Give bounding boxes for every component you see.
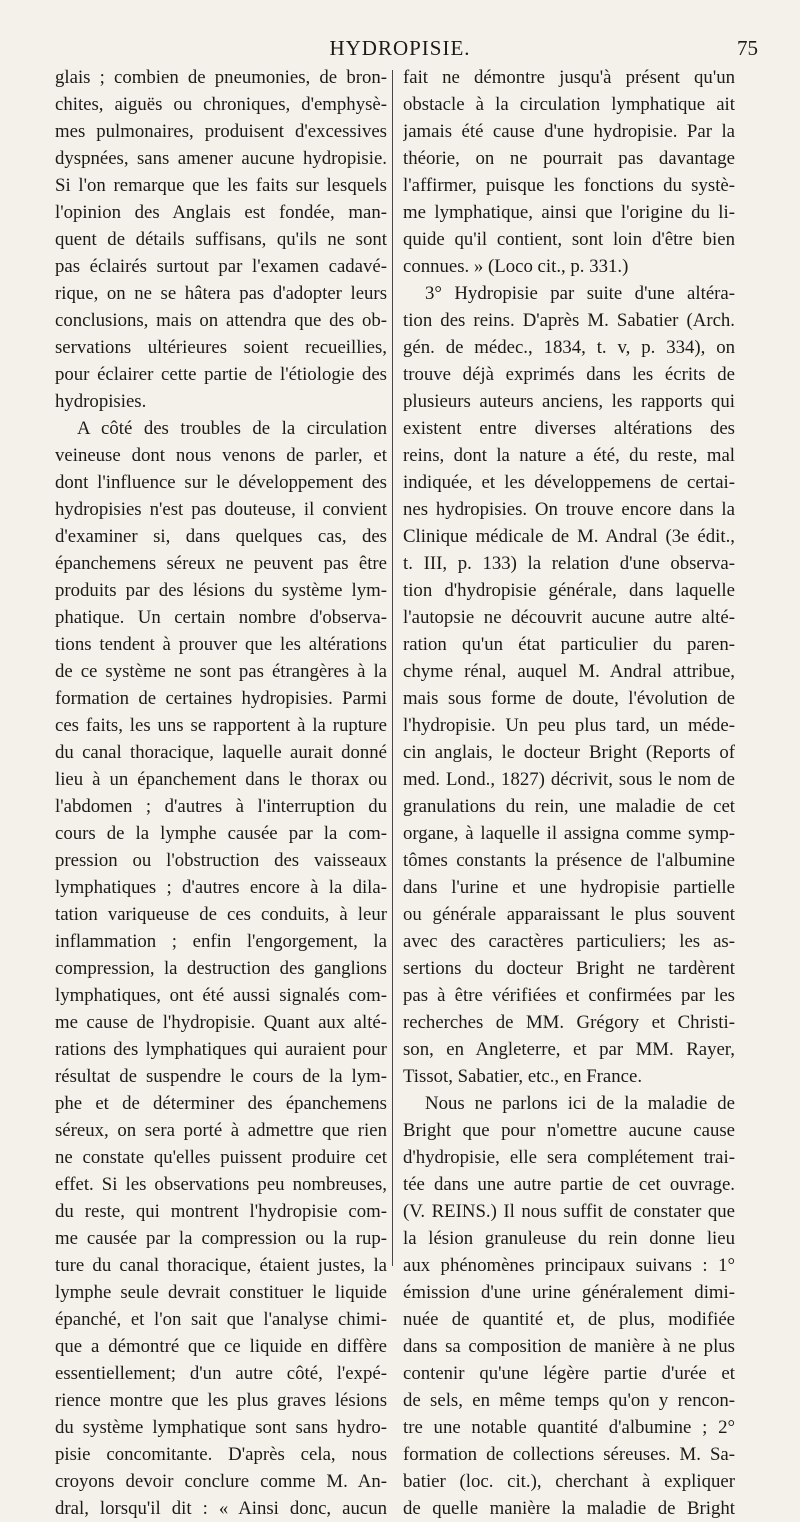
- text-line: avec des caractères particuliers; les as-: [403, 931, 735, 952]
- text-line: med. Lond., 1827) décrivit, sous le nom de: [403, 769, 735, 790]
- text-line: mais sous forme de doute, l'évolution de: [403, 688, 735, 709]
- text-line: d'hydropisie, elle sera complétement trai-: [403, 1147, 735, 1168]
- text-line: que a démontré que ce liquide en diffère: [55, 1336, 387, 1357]
- text-line: tion d'hydropisie générale, dans laquelle: [403, 580, 735, 601]
- text-line: essentiellement; d'un autre côté, l'expé-: [55, 1363, 387, 1384]
- text-line: ne constate qu'elles puissent produire cet: [55, 1147, 387, 1168]
- text-line: me cause de l'hydropisie. Quant aux alté-: [55, 1012, 387, 1033]
- text-line: dont l'influence sur le développement des: [55, 472, 387, 493]
- text-line: (V. REINS.) Il nous suffit de constater que: [403, 1201, 735, 1222]
- text-line: de ce système ne sont pas étrangères à la: [55, 661, 387, 682]
- text-line: fait ne démontre jusqu'à présent qu'un: [403, 67, 735, 88]
- text-line: l'opinion des Anglais est fondée, man-: [55, 202, 387, 223]
- text-line: l'abdomen ; d'autres à l'interruption du: [55, 796, 387, 817]
- text-line: chyme rénal, auquel M. Andral attribue,: [403, 661, 735, 682]
- text-line: existent entre diverses altérations des: [403, 418, 735, 439]
- text-line: pas éclairés surtout par l'examen cadavé-: [55, 256, 387, 277]
- text-line: conclusions, mais on attendra que des ob-: [55, 310, 387, 331]
- text-line: épanchemens séreux ne peuvent pas être: [55, 553, 387, 574]
- text-line: reins, dont la nature a été, du reste, mal: [403, 445, 735, 466]
- text-line: cours de la lymphe causée par la com-: [55, 823, 387, 844]
- text-line: plusieurs auteurs anciens, les rapports qui: [403, 391, 735, 412]
- text-line: d'examiner si, dans quelques cas, des: [55, 526, 387, 547]
- text-line: formation de collections séreuses. M. Sa-: [403, 1444, 735, 1465]
- text-line: lymphatiques, ont été aussi signalés com-: [55, 985, 387, 1006]
- text-line: pas à être vérifiées et confirmées par les: [403, 985, 735, 1006]
- text-line: phatique. Un certain nombre d'observa-: [55, 607, 387, 628]
- text-line: Bright que pour n'omettre aucune cause: [403, 1120, 735, 1141]
- text-line: lieu à un épanchement dans le thorax ou: [55, 769, 387, 790]
- text-line: Clinique médicale de M. Andral (3e édit.,: [403, 526, 735, 547]
- text-line: jamais été cause d'une hydropisie. Par la: [403, 121, 735, 142]
- text-line: tions tendent à prouver que les altérations: [55, 634, 387, 655]
- text-line: la lésion granuleuse du rein donne lieu: [403, 1228, 735, 1249]
- text-line: ture du canal thoracique, étaient justes, la: [55, 1255, 387, 1276]
- text-line: phe et de déterminer des épanchemens: [55, 1093, 387, 1114]
- text-line: formation de certaines hydropisies. Parmi: [55, 688, 387, 709]
- text-line: pour éclairer cette partie de l'étiologie des: [55, 364, 387, 385]
- text-line: hydropisies n'est pas douteuse, il convient: [55, 499, 387, 520]
- text-line: nes hydropisies. On trouve encore dans la: [403, 499, 735, 520]
- text-line: me lymphatique, ainsi que l'origine du li-: [403, 202, 735, 223]
- text-line: sertions du docteur Bright ne tardèrent: [403, 958, 735, 979]
- page-number: 75: [737, 36, 758, 60]
- text-line: séreux, on sera porté à admettre que rien: [55, 1120, 387, 1141]
- text-line: gén. de médec., 1834, t. v, p. 334), on: [403, 337, 735, 358]
- text-line: compression, la destruction des ganglions: [55, 958, 387, 979]
- text-line: dral, lorsqu'il dit : « Ainsi donc, aucun: [55, 1498, 387, 1519]
- text-line: hydropisies.: [55, 391, 147, 412]
- text-line: dyspnées, sans amener aucune hydropisie.: [55, 148, 387, 169]
- running-title: HYDROPISIE.: [329, 36, 471, 60]
- text-line: l'hydropisie. Un peu plus tard, un méde-: [403, 715, 735, 736]
- text-line: ration qu'un état particulier du paren-: [403, 634, 735, 655]
- text-line: lymphatiques ; d'autres encore à la dila-: [55, 877, 387, 898]
- text-line: résultat de suspendre le cours de la lym-: [55, 1066, 387, 1087]
- text-line: Tissot, Sabatier, etc., en France.: [403, 1066, 643, 1087]
- text-line: glais ; combien de pneumonies, de bron-: [55, 67, 387, 88]
- text-line: ces faits, les uns se rapportent à la rupture: [55, 715, 387, 736]
- text-line: produits par des lésions du système lym-: [55, 580, 387, 601]
- text-line: ou générale apparaissant le plus souvent: [403, 904, 735, 925]
- text-line: indiquée, et les développemens de certai-: [403, 472, 735, 493]
- text-line: mes pulmonaires, produisent d'excessives: [55, 121, 387, 142]
- text-line: veineuse dont nous venons de parler, et: [55, 445, 387, 466]
- text-line: son, en Angleterre, et par MM. Rayer,: [403, 1039, 735, 1060]
- text-line: organe, à laquelle il assigna comme symp-: [403, 823, 735, 844]
- left-column: [55, 64, 387, 1522]
- text-line: A côté des troubles de la circulation: [77, 418, 387, 439]
- text-line: trouve déjà exprimés dans les écrits de: [403, 364, 735, 385]
- text-line: obstacle à la circulation lymphatique ait: [403, 94, 735, 115]
- text-line: Nous ne parlons ici de la maladie de: [425, 1093, 735, 1114]
- text-line: recherches de MM. Grégory et Christi-: [403, 1012, 735, 1033]
- text-line: chites, aiguës ou chroniques, d'emphysè-: [55, 94, 387, 115]
- text-line: de quelle manière la maladie de Bright: [403, 1498, 735, 1519]
- column-divider: [392, 70, 393, 1266]
- text-line: croyons devoir conclure comme M. An-: [55, 1471, 387, 1492]
- text-line: effet. Si les observations peu nombreuses,: [55, 1174, 387, 1195]
- text-line: 3° Hydropisie par suite d'une altéra-: [425, 283, 735, 304]
- text-line: du reste, qui montrent l'hydropisie com-: [55, 1201, 387, 1222]
- text-line: tée dans une autre partie de cet ouvrage.: [403, 1174, 735, 1195]
- text-line: tre une notable quantité d'albumine ; 2°: [403, 1417, 735, 1438]
- text-line: rience montre que les plus graves lésions: [55, 1390, 387, 1411]
- text-line: de sels, en même temps qu'on y rencon-: [403, 1390, 735, 1411]
- text-line: l'autopsie ne découvrit aucune autre alté-: [403, 607, 735, 628]
- text-line: me causée par la compression ou la rup-: [55, 1228, 387, 1249]
- text-line: contenir qu'une légère partie d'urée et: [403, 1363, 735, 1384]
- text-line: épanché, et l'on sait que l'analyse chimi-: [55, 1309, 387, 1330]
- right-column: [403, 64, 735, 1522]
- text-line: rique, on ne se hâtera pas d'adopter leurs: [55, 283, 387, 304]
- text-line: pression ou l'obstruction des vaisseaux: [55, 850, 387, 871]
- text-line: l'affirmer, puisque les fonctions du systè-: [403, 175, 735, 196]
- text-line: granulations du rein, une maladie de cet: [403, 796, 735, 817]
- running-head: [0, 34, 800, 64]
- text-line: quent de détails suffisans, qu'ils ne sont: [55, 229, 387, 250]
- text-line: du système lymphatique sont sans hydro-: [55, 1417, 387, 1438]
- text-line: cin anglais, le docteur Bright (Reports of: [403, 742, 735, 763]
- text-line: aux phénomènes principaux suivans : 1°: [403, 1255, 735, 1276]
- text-line: tômes constants la présence de l'albumine: [403, 850, 735, 871]
- text-line: inflammation ; enfin l'engorgement, la: [55, 931, 387, 952]
- text-line: tion des reins. D'après M. Sabatier (Arch.: [403, 310, 735, 331]
- text-line: tation variqueuse de ces conduits, à leur: [55, 904, 387, 925]
- text-line: pisie concomitante. D'après cela, nous: [55, 1444, 387, 1465]
- text-line: nuée de quantité et, de plus, modifiée: [403, 1309, 735, 1330]
- text-line: émission d'une urine généralement dimi-: [403, 1282, 735, 1303]
- text-line: t. III, p. 133) la relation d'une observa-: [403, 553, 735, 574]
- text-line: connues. » (Loco cit., p. 331.): [403, 256, 629, 277]
- text-line: servations ultérieures soient recueillies,: [55, 337, 387, 358]
- text-line: batier (loc. cit.), cherchant à expliquer: [403, 1471, 735, 1492]
- text-line: quide qu'il contient, sont loin d'être bien: [403, 229, 735, 250]
- text-line: Si l'on remarque que les faits sur lesquels: [55, 175, 387, 196]
- text-line: du canal thoracique, laquelle aurait donné: [55, 742, 387, 763]
- text-line: théorie, on ne pourrait pas davantage: [403, 148, 735, 169]
- text-line: dans l'urine et une hydropisie partielle: [403, 877, 735, 898]
- text-line: dans sa composition de manière à ne plus: [403, 1336, 735, 1357]
- text-line: lymphe seule devrait constituer le liquide: [55, 1282, 387, 1303]
- text-line: rations des lymphatiques qui auraient pour: [55, 1039, 387, 1060]
